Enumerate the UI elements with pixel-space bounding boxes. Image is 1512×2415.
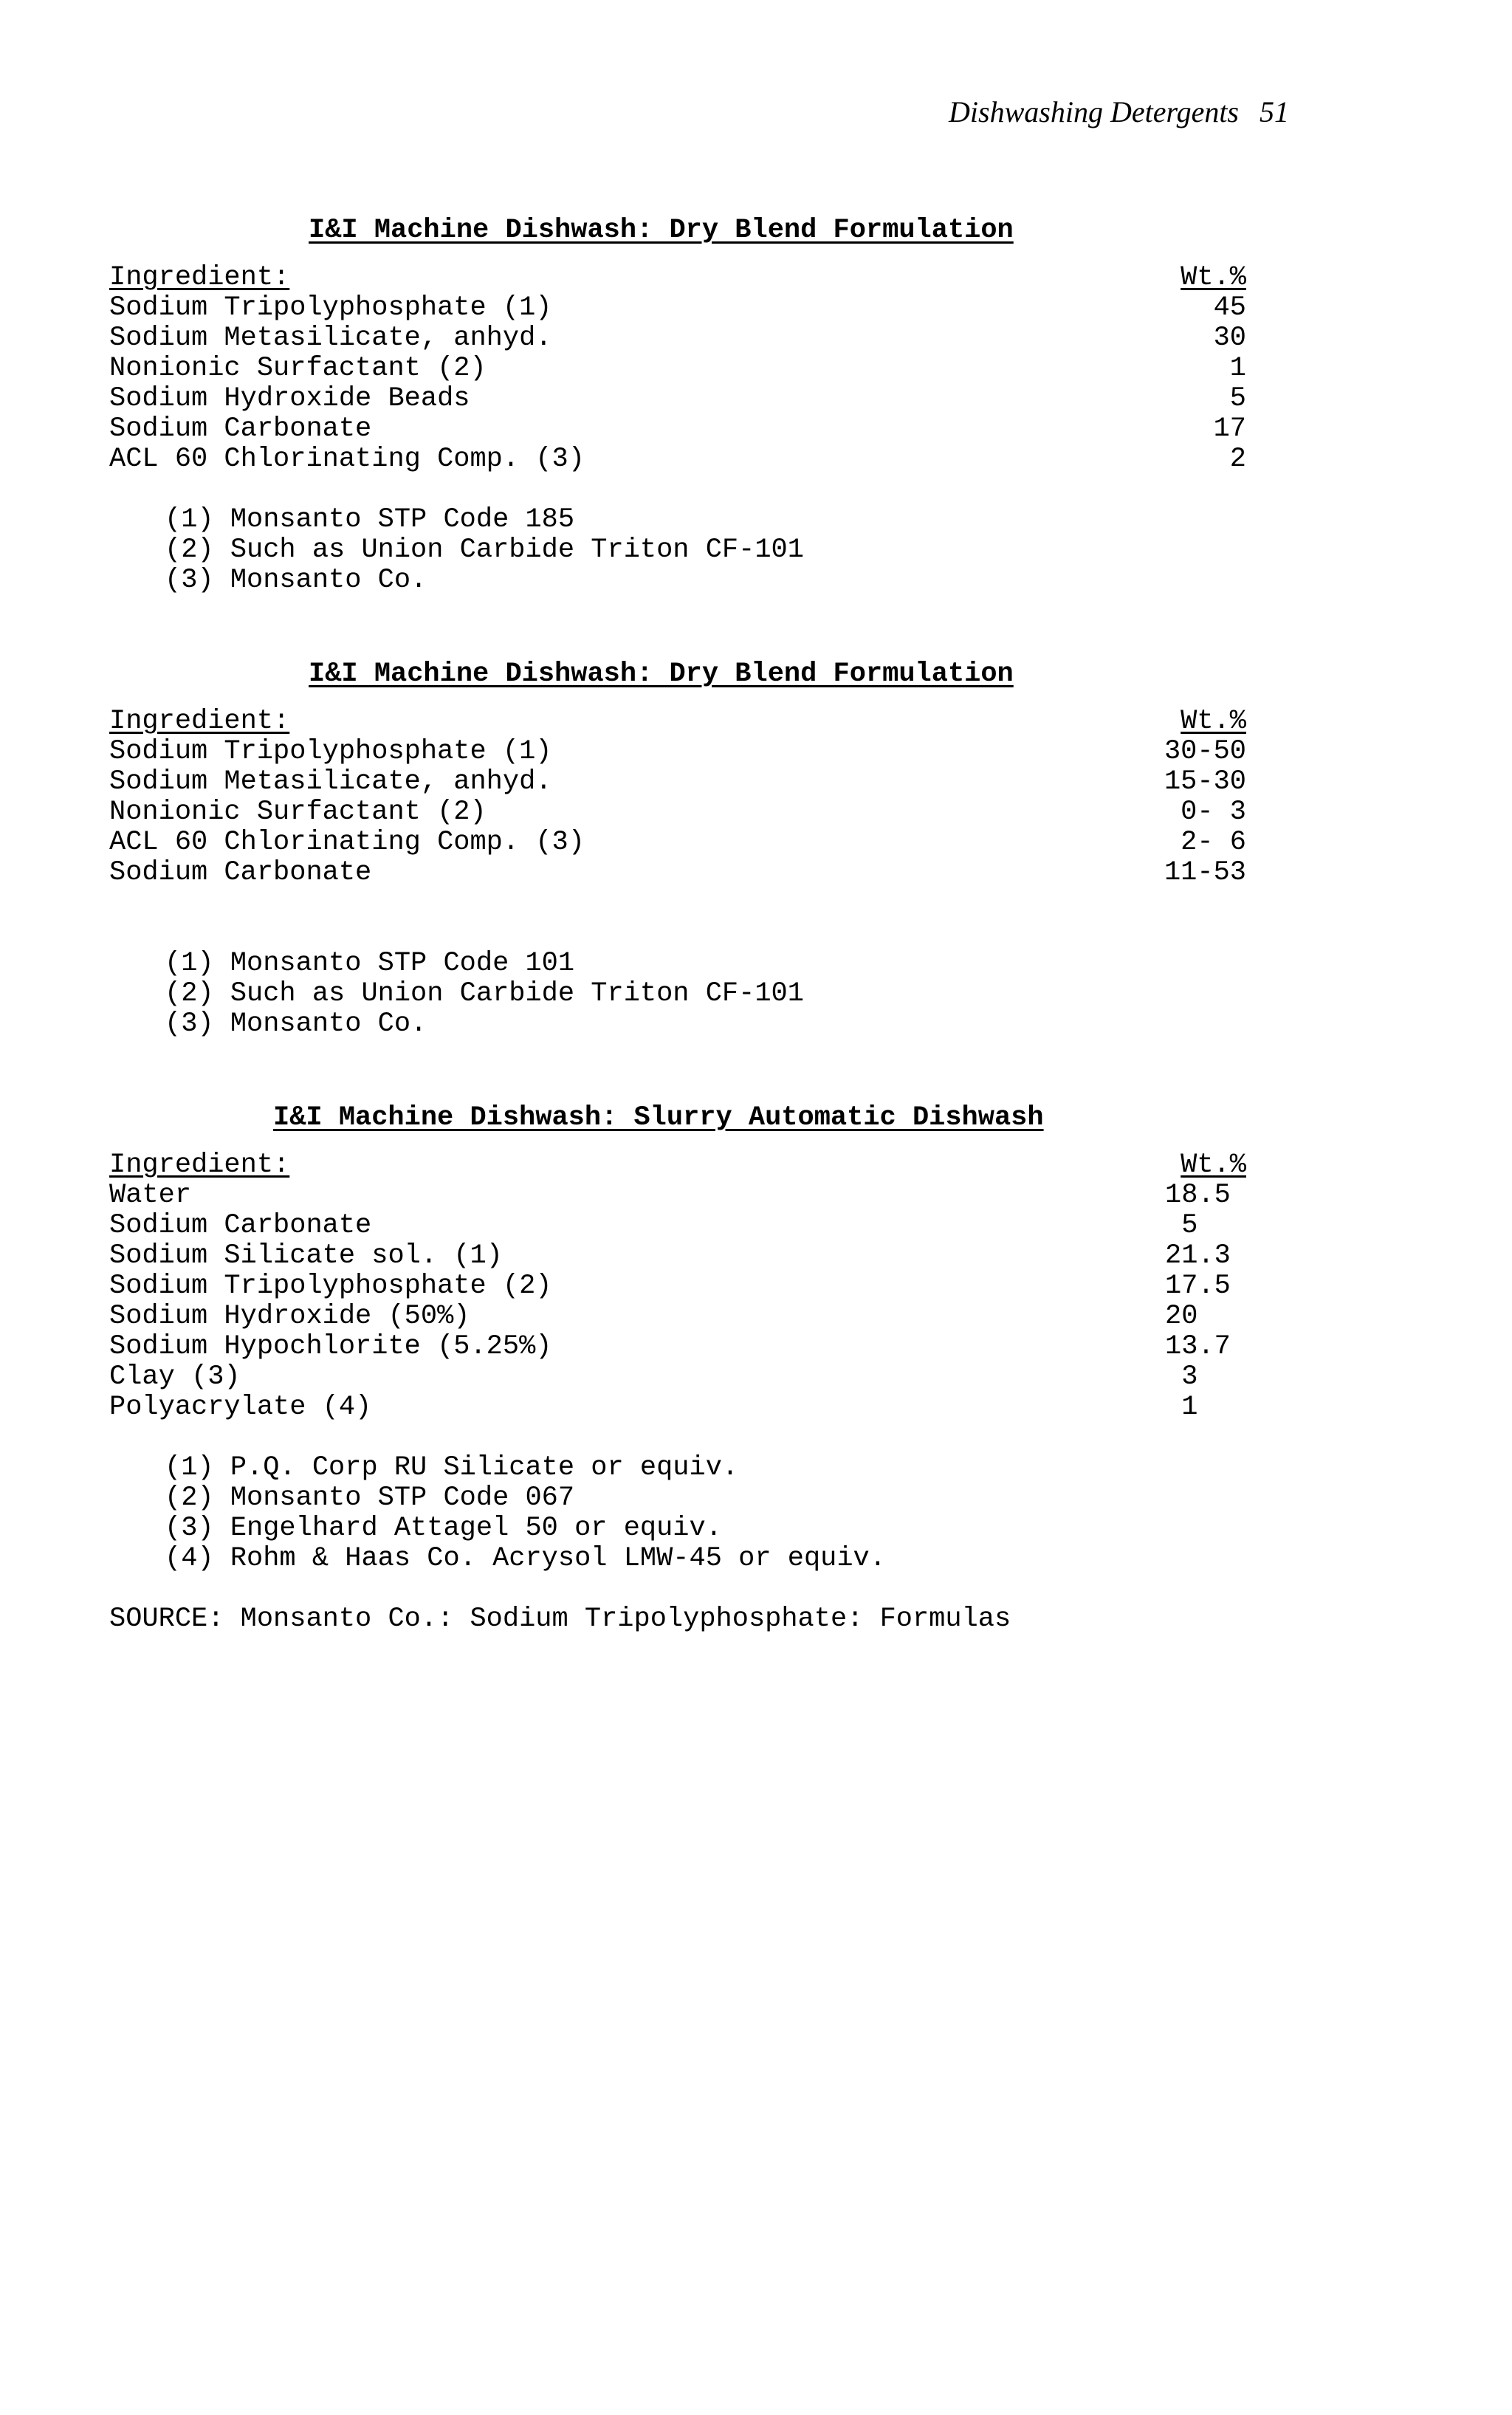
ingredient-name: Sodium Hydroxide Beads: [109, 383, 470, 414]
footnote: (3) Engelhard Attagel 50 or equiv.: [165, 1513, 722, 1544]
ingredient-amount: 5: [1165, 1210, 1198, 1241]
ingredient-name: ACL 60 Chlorinating Comp. (3): [109, 444, 585, 475]
ingredient-amount: 1: [1229, 353, 1246, 384]
ingredient-name: Sodium Carbonate: [109, 857, 372, 888]
page-number: 51: [1260, 95, 1289, 128]
ingredient-name: Sodium Metasilicate, anhyd.: [109, 766, 552, 797]
footnotes: [109, 505, 1246, 596]
ingredient-amount: 1: [1165, 1392, 1198, 1423]
table-row: [109, 767, 1246, 797]
ingredient-name: ACL 60 Chlorinating Comp. (3): [109, 827, 585, 858]
table-row: [109, 293, 1246, 323]
table-header-row: [109, 707, 1246, 737]
table-row: [109, 797, 1246, 828]
ingredient-name: Sodium Tripolyphosphate (1): [109, 292, 552, 323]
ingredient-amount: 17: [1213, 413, 1246, 444]
footnotes: [109, 949, 1246, 1040]
table-row: [109, 1241, 1246, 1271]
wt-column-header: Wt.%: [1181, 706, 1246, 737]
table-row: [109, 1392, 1246, 1423]
ingredient-name: Nonionic Surfactant (2): [109, 353, 487, 384]
wt-column-header: Wt.%: [1181, 262, 1246, 293]
source-citation: SOURCE: Monsanto Co.: Sodium Tripolyphosphate: Formulas: [109, 1604, 1011, 1635]
ingredient-table: [109, 263, 1246, 475]
ingredient-amount: 30: [1213, 323, 1246, 354]
table-row: [109, 323, 1246, 354]
running-header: [949, 95, 1289, 129]
formulation-section-2: [109, 659, 1246, 1040]
formulation-section-3: [109, 1103, 1246, 1574]
ingredient-amount: 2: [1229, 444, 1246, 475]
ingredient-amount: 30-50: [1164, 736, 1246, 767]
ingredient-amount: 15-30: [1164, 766, 1246, 797]
table-row: [109, 858, 1246, 888]
ingredient-name: Sodium Metasilicate, anhyd.: [109, 323, 552, 354]
ingredient-amount: 45: [1213, 292, 1246, 323]
table-row: [109, 1271, 1246, 1302]
table-row: [109, 1332, 1246, 1362]
section-title: I&I Machine Dishwash: Dry Blend Formulation: [309, 659, 1014, 690]
section-title: I&I Machine Dishwash: Slurry Automatic Dishwash: [273, 1102, 1044, 1133]
table-row: [109, 1302, 1246, 1332]
table-row: [109, 1362, 1246, 1392]
ingredient-name: Sodium Tripolyphosphate (1): [109, 736, 552, 767]
ingredient-name: Water: [109, 1180, 192, 1211]
footnote: (2) Such as Union Carbide Triton CF-101: [165, 978, 804, 1009]
ingredient-name: Sodium Carbonate: [109, 1210, 372, 1241]
ingredient-column-header: Ingredient:: [109, 262, 290, 293]
header-title: Dishwashing Detergents: [949, 95, 1239, 128]
formulation-section-1: [109, 216, 1246, 596]
table-row: [109, 384, 1246, 414]
table-row: [109, 1181, 1246, 1211]
footnote: (3) Monsanto Co.: [165, 565, 427, 596]
wt-column-header: Wt.%: [1181, 1150, 1246, 1181]
table-row: [109, 414, 1246, 444]
ingredient-name: Sodium Hydroxide (50%): [109, 1301, 470, 1332]
footnote: (2) Such as Union Carbide Triton CF-101: [165, 535, 804, 566]
table-row: [109, 444, 1246, 475]
table-row: [109, 1211, 1246, 1241]
footnote: (3) Monsanto Co.: [165, 1009, 427, 1040]
ingredient-amount: 17.5: [1165, 1271, 1231, 1302]
page-content: [109, 216, 1246, 1635]
ingredient-table: [109, 707, 1246, 888]
ingredient-name: Sodium Silicate sol. (1): [109, 1240, 503, 1271]
ingredient-name: Clay (3): [109, 1361, 241, 1392]
ingredient-amount: 0- 3: [1181, 797, 1246, 828]
ingredient-amount: 3: [1165, 1361, 1198, 1392]
ingredient-column-header: Ingredient:: [109, 706, 290, 737]
footnote: (2) Monsanto STP Code 067: [165, 1483, 575, 1514]
ingredient-name: Polyacrylate (4): [109, 1392, 372, 1423]
table-row: [109, 828, 1246, 858]
footnotes: [109, 1453, 1246, 1574]
ingredient-amount: 5: [1229, 383, 1246, 414]
footnote: (4) Rohm & Haas Co. Acrysol LMW-45 or equiv.: [165, 1543, 886, 1574]
table-row: [109, 737, 1246, 767]
ingredient-amount: 18.5: [1165, 1180, 1231, 1211]
ingredient-name: Nonionic Surfactant (2): [109, 797, 487, 828]
ingredient-name: Sodium Hypochlorite (5.25%): [109, 1331, 552, 1362]
ingredient-amount: 13.7: [1165, 1331, 1231, 1362]
table-row: [109, 354, 1246, 384]
footnote: (1) Monsanto STP Code 185: [165, 504, 575, 535]
ingredient-amount: 2- 6: [1181, 827, 1246, 858]
ingredient-name: Sodium Tripolyphosphate (2): [109, 1271, 552, 1302]
ingredient-column-header: Ingredient:: [109, 1150, 290, 1181]
footnote: (1) P.Q. Corp RU Silicate or equiv.: [165, 1452, 739, 1483]
table-header-row: [109, 1150, 1246, 1181]
section-title: I&I Machine Dishwash: Dry Blend Formulation: [309, 215, 1014, 246]
footnote: (1) Monsanto STP Code 101: [165, 948, 575, 979]
ingredient-amount: 11-53: [1164, 857, 1246, 888]
ingredient-name: Sodium Carbonate: [109, 413, 372, 444]
ingredient-amount: 21.3: [1165, 1240, 1231, 1271]
table-header-row: [109, 263, 1246, 293]
ingredient-table: [109, 1150, 1246, 1423]
ingredient-amount: 20: [1165, 1301, 1198, 1332]
